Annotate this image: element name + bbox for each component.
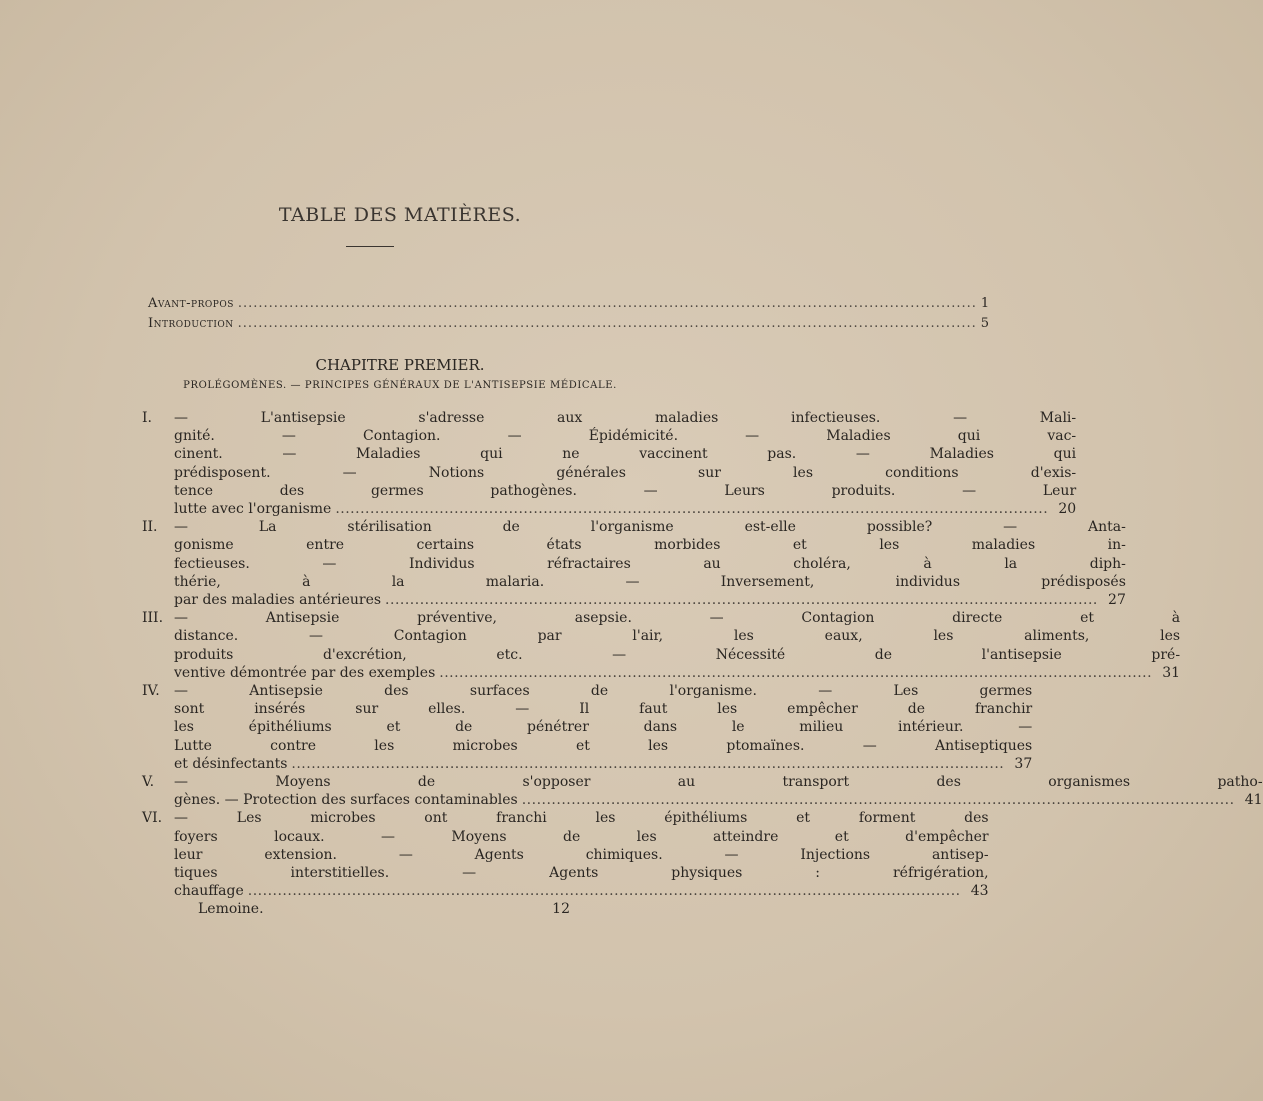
entry-line: produits d'excrétion, etc. — Nécessité de l'antisepsie pré- bbox=[174, 646, 1181, 663]
entry-number: I. bbox=[142, 410, 152, 426]
entry-text bbox=[174, 518, 1126, 609]
front-matter-page: 1 bbox=[980, 296, 990, 311]
entry-line: — Moyens de s'opposer au transport des organismes patho- bbox=[174, 774, 1263, 791]
entry-line: tiques interstitielles. — Agents physiques : réfrigération, bbox=[174, 865, 989, 882]
entry-number: VI. bbox=[142, 810, 163, 827]
entry-line: prédisposent. — Notions générales sur les conditions d'exis- bbox=[174, 464, 1077, 481]
entry-last-line bbox=[174, 791, 1263, 809]
entry-last-line bbox=[174, 591, 1126, 609]
entry-page: 41 bbox=[1244, 792, 1263, 809]
entry-text bbox=[174, 809, 989, 900]
entry-line: — Antisepsie des surfaces de l'organisme. — Les germes bbox=[174, 683, 1033, 700]
entry-line: — L'antisepsie s'adresse aux maladies infectieuses. — Mali- bbox=[174, 410, 1077, 426]
toc-entry bbox=[142, 609, 1181, 682]
entry-line: gonisme entre certains états morbides et les maladies in- bbox=[174, 537, 1126, 554]
entry-page: 31 bbox=[1162, 664, 1181, 681]
toc-entries bbox=[142, 409, 1263, 900]
entry-line: foyers locaux. — Moyens de les atteindre et d'empêcher bbox=[174, 828, 989, 845]
entry-line: gnité. — Contagion. — Épidémicité. — Maladies qui vac- bbox=[174, 428, 1077, 445]
front-matter-page: 5 bbox=[980, 316, 990, 331]
entry-line: cinent. — Maladies qui ne vaccinent pas. — Maladies qui bbox=[174, 446, 1077, 463]
entry-line: thérie, à la malaria. — Inversement, individus prédisposés bbox=[174, 573, 1126, 590]
entry-number: V. bbox=[142, 774, 155, 791]
entry-page: 37 bbox=[1014, 755, 1033, 772]
entry-number: IV. bbox=[142, 683, 160, 700]
entry-text bbox=[174, 682, 1032, 773]
chapter-heading: CHAPITRE PREMIER. bbox=[315, 356, 485, 374]
dot-leader bbox=[522, 791, 1235, 809]
dot-leader bbox=[439, 664, 1152, 682]
entry-line: les épithéliums et de pénétrer dans le milieu intérieur. — bbox=[174, 719, 1033, 736]
entry-line: distance. — Contagion par l'air, les eaux, les aliments, les bbox=[174, 628, 1181, 645]
entry-line: chauffage bbox=[174, 883, 244, 900]
dot-leader bbox=[238, 316, 977, 331]
entry-line: leur extension. — Agents chimiques. — Injections antisep- bbox=[174, 846, 989, 863]
toc-entry bbox=[142, 809, 989, 900]
toc-entry bbox=[142, 518, 1126, 609]
dot-leader bbox=[335, 500, 1048, 518]
entry-page: 43 bbox=[970, 883, 989, 900]
page-title: TABLE DES MATIÈRES. bbox=[278, 204, 522, 226]
front-matter-label: Introduction bbox=[148, 316, 234, 331]
entry-line: fectieuses. — Individus réfractaires au choléra, à la diph- bbox=[174, 555, 1126, 572]
entry-text bbox=[174, 409, 1076, 518]
front-matter-label: Avant-propos bbox=[148, 296, 234, 311]
entry-text bbox=[174, 773, 1263, 809]
entry-last-line bbox=[174, 500, 1076, 518]
entry-line: ventive démontrée par des exemples bbox=[174, 664, 436, 681]
entry-last-line bbox=[174, 882, 989, 900]
entry-text bbox=[174, 609, 1180, 682]
dot-leader bbox=[238, 296, 977, 311]
entry-line: — La stérilisation de l'organisme est-elle possible? — Anta- bbox=[174, 519, 1126, 536]
front-matter-item-avant-propos bbox=[148, 296, 990, 311]
entry-line: par des maladies antérieures bbox=[174, 592, 382, 609]
entry-line: lutte avec l'organisme bbox=[174, 501, 332, 518]
entry-line: Lutte contre les microbes et les ptomaïnes. — Antiseptiques bbox=[174, 737, 1033, 754]
entry-page: 20 bbox=[1058, 501, 1077, 518]
front-matter-item-introduction bbox=[148, 316, 990, 331]
dot-leader bbox=[291, 755, 1004, 773]
toc-entry bbox=[142, 773, 1263, 809]
entry-line: gènes. — Protection des surfaces contaminables bbox=[174, 792, 518, 809]
title-rule bbox=[346, 246, 394, 247]
page-footer bbox=[198, 901, 570, 917]
entry-line: — Antisepsie préventive, asepsie. — Contagion directe et à bbox=[174, 610, 1181, 627]
entry-number: II. bbox=[142, 519, 158, 536]
toc-entry bbox=[142, 682, 1033, 773]
entry-page: 27 bbox=[1108, 592, 1126, 609]
dot-leader bbox=[385, 591, 1098, 609]
toc-entry bbox=[142, 409, 1077, 518]
entry-number: III. bbox=[142, 610, 164, 627]
dot-leader bbox=[248, 882, 961, 900]
chapter-subtitle: PROLÉGOMÈNES. — PRINCIPES GÉNÉRAUX DE L'ANTISEPSIE MÉDICALE. bbox=[183, 380, 617, 391]
entry-line: sont insérés sur elles. — Il faut les empêcher de franchir bbox=[174, 701, 1033, 718]
entry-line: et désinfectants bbox=[174, 755, 288, 772]
footer-signature: 12 bbox=[552, 901, 570, 917]
entry-line: tence des germes pathogènes. — Leurs produits. — Leur bbox=[174, 482, 1077, 499]
entry-last-line bbox=[174, 755, 1032, 773]
entry-line: — Les microbes ont franchi les épithéliums et forment des bbox=[174, 810, 989, 827]
entry-last-line bbox=[174, 664, 1180, 682]
footer-author: Lemoine. bbox=[198, 901, 264, 917]
